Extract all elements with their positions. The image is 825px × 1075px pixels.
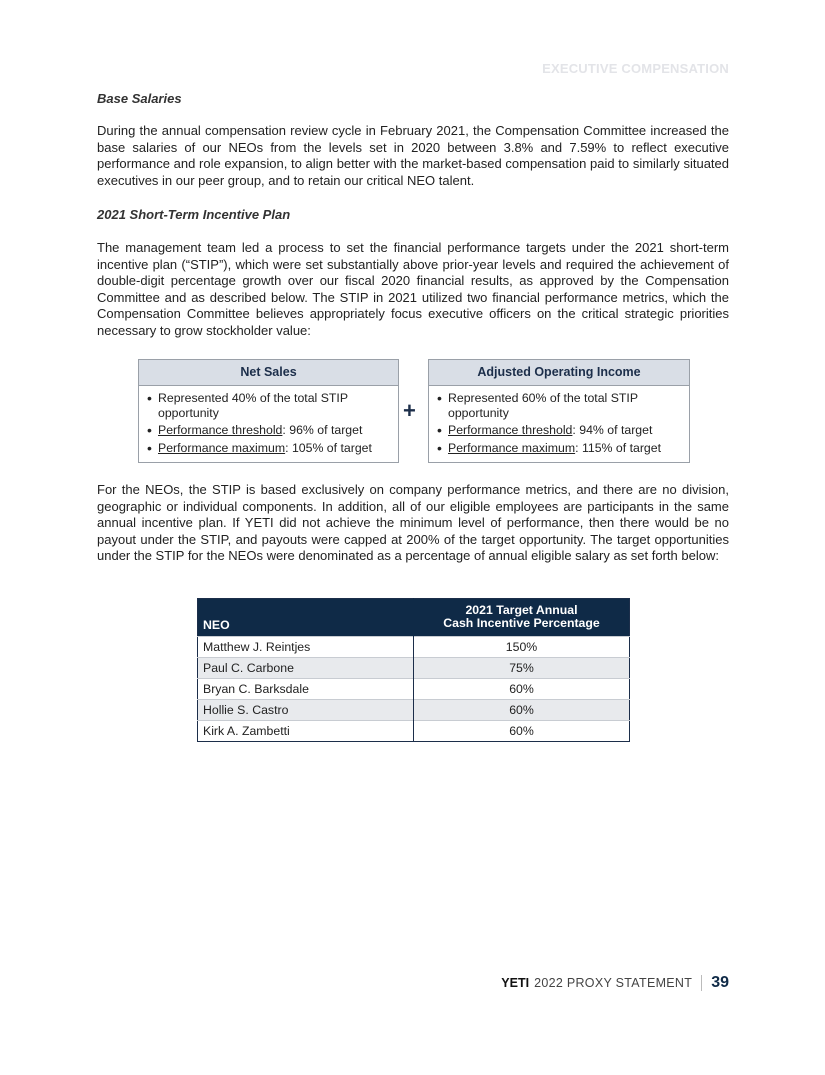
threshold-value: : 94% of target: [572, 423, 653, 437]
page-number: 39: [711, 974, 729, 991]
section-header: EXECUTIVE COMPENSATION: [542, 61, 729, 76]
neo-percentage: 60%: [414, 721, 630, 742]
col-header-target-line1: 2021 Target Annual: [465, 603, 578, 617]
threshold-value: : 96% of target: [282, 423, 363, 437]
table-row: [198, 637, 630, 658]
net-sales-threshold: [147, 423, 390, 438]
neo-name: Hollie S. Castro: [198, 700, 414, 721]
table-row: [198, 700, 630, 721]
table-row: [198, 679, 630, 700]
maximum-value: : 115% of target: [575, 440, 662, 455]
page-footer: [501, 974, 729, 992]
table-row: [198, 721, 630, 742]
col-header-target-line2: Cash Incentive Percentage: [443, 616, 600, 630]
col-header-neo: NEO: [198, 599, 414, 637]
aoi-maximum: [437, 441, 681, 456]
net-sales-weight: • Represented 40% of the total STIP opportunity: [147, 391, 390, 420]
maximum-value: : 105% of target: [285, 440, 372, 455]
aoi-threshold: [437, 423, 681, 438]
base-salaries-paragraph: During the annual compensation review cycle in February 2021, the Compensation Committee increased the base salaries of our NEOs from the levels set in 2020 between 3.8% and 7.59% to reflect executive performance and role expansion, to align better with the market-based compensation paid to similarly situated executives in our peer group, and to retain our critical NEO talent.: [97, 123, 729, 188]
threshold-label: Performance threshold: [448, 423, 573, 437]
adjusted-operating-income-box: [428, 359, 690, 463]
plus-icon: +: [403, 398, 416, 423]
neo-percentage: 75%: [414, 658, 630, 679]
footer-document-title: 2022 PROXY STATEMENT: [534, 976, 693, 990]
table-row: [198, 658, 630, 679]
neo-name: Paul C. Carbone: [198, 658, 414, 679]
maximum-label: Performance maximum: [448, 440, 576, 455]
net-sales-list: [139, 386, 398, 462]
neo-name: Kirk A. Zambetti: [198, 721, 414, 742]
threshold-label: Performance threshold: [158, 423, 283, 437]
net-sales-box: [138, 359, 399, 463]
net-sales-maximum: [147, 441, 390, 456]
neo-incentive-table: [197, 598, 630, 742]
maximum-label: Performance maximum: [158, 440, 286, 455]
col-header-target: [414, 599, 630, 637]
neo-percentage: 150%: [414, 637, 630, 658]
footer-divider: [701, 975, 702, 991]
stip-paragraph: The management team led a process to set the financial performance targets under the 2021 short-term incentive plan (“STIP”), which were set substantially above prior-year levels and required the achievement of double-digit percentage growth over our fiscal 2020 financial results, as approved by the Compensation Committee and as described below. The STIP in 2021 utilized two financial performance metrics, which the Compensation Committee believes appropriately focus executive officers on the critical strategic priorities necessary to grow stockholder value:: [97, 240, 729, 338]
aoi-title: Adjusted Operating Income: [429, 360, 689, 386]
net-sales-title: Net Sales: [139, 360, 398, 386]
neo-name: Matthew J. Reintjes: [198, 637, 414, 658]
aoi-weight: • Represented 60% of the total STIP opportunity: [437, 391, 681, 420]
neo-name: Bryan C. Barksdale: [198, 679, 414, 700]
aoi-list: [429, 386, 689, 462]
footer-brand: YETI: [501, 976, 530, 990]
stip-heading: 2021 Short-Term Incentive Plan: [97, 207, 291, 222]
neo-percentage: 60%: [414, 679, 630, 700]
neo-paragraph: For the NEOs, the STIP is based exclusively on company performance metrics, and there are no division, geographic or individual components. In addition, all of our eligible employees are participants in the same annual incentive plan. If YETI did not achieve the minimum level of performance, then there would be no payout under the STIP, and payouts were capped at 200% of the target opportunity. The target opportunities under the STIP for the NEOs were denominated as a percentage of annual eligible salary as set forth below:: [97, 482, 729, 564]
neo-percentage: 60%: [414, 700, 630, 721]
base-salaries-heading: Base Salaries: [97, 91, 182, 106]
